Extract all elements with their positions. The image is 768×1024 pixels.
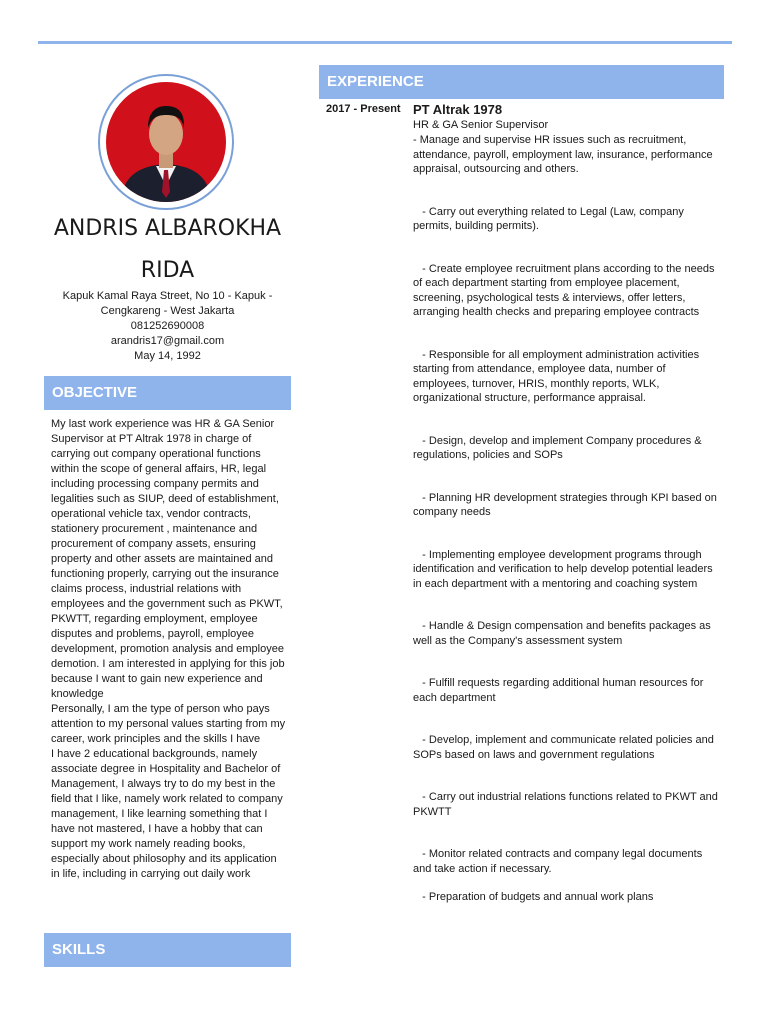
duty-item: - Responsible for all employment administration activities starting from attendance, employee data, number of employees, turnover, HRIS, monthly reports, WLK, organizational structure, performance appraisal. bbox=[413, 348, 703, 404]
top-divider bbox=[38, 41, 732, 44]
experience-heading: EXPERIENCE bbox=[319, 65, 724, 99]
candidate-name: ANDRIS ALBAROKHA RIDA bbox=[53, 216, 282, 283]
objective-heading: OBJECTIVE bbox=[44, 376, 291, 410]
duty-item: - Create employee recruitment plans according to the needs of each department starting from employee placement, screening, psychological tests & interviews, offer letters, arranging health checks and preparing employee contracts bbox=[413, 262, 718, 318]
objective-text bbox=[51, 417, 287, 882]
experience-date: 2017 - Present bbox=[326, 103, 401, 115]
duty-item: - Preparation of budgets and annual work plans bbox=[413, 891, 654, 903]
duty-item: - Monitor related contracts and company legal documents and take action if necessary. bbox=[413, 848, 706, 875]
skills-heading: SKILLS bbox=[44, 933, 291, 967]
phone-text: 081252690008 bbox=[130, 320, 205, 332]
job-title: HR & GA Senior Supervisor bbox=[413, 119, 549, 131]
address-text: Kapuk Kamal Raya Street, No 10 - Kapuk - Cengkareng - West Jakarta bbox=[62, 290, 273, 317]
duty-item: - Carry out everything related to Legal (Law, company permits, building permits). bbox=[413, 205, 687, 232]
experience-entry bbox=[413, 101, 721, 905]
duty-item: - Planning HR development strategies through KPI based on company needs bbox=[413, 491, 720, 518]
duty-item: - Fulfill requests regarding additional human resources for each department bbox=[413, 677, 707, 704]
duty-item: - Implementing employee development programs through identification and verification to help develop potential leaders in each department with a mentoring and coaching system bbox=[413, 548, 716, 590]
profile-photo-frame bbox=[98, 74, 234, 210]
duty-item: - Develop, implement and communicate related policies and SOPs based on laws and government regulations bbox=[413, 734, 717, 761]
birth-date-text: May 14, 1992 bbox=[134, 350, 201, 362]
profile-photo bbox=[106, 82, 226, 202]
duty-item: - Design, develop and implement Company procedures & regulations, policies and SOPs bbox=[413, 434, 705, 461]
duty-item: - Carry out industrial relations functions related to PKWT and PKWTT bbox=[413, 791, 721, 818]
company-name: PT Altrak 1978 bbox=[413, 102, 503, 117]
objective-paragraph: My last work experience was HR & GA Senior Supervisor at PT Altrak 1978 in charge of carrying out company operational functions within the scope of general affairs, HR, legal including processing company permits and legalities such as SIUP, deed of establishment, operational vehicle tax, vendor contracts, stationery procurement , maintenance and procurement of company assets, ensuring property and other assets are maintained and functioning properly, carrying out the insurance claims process, industrial relations with employees and the government such as PKWT, PKWTT, regarding employment, employee disputes and problems, payroll, employee development, promotion analysis and employee demotion. I am interested in applying for this job because I want to gain new experience and knowledge Personally, I am the type of person who pays attention to my personal values starting from my career, work principles and the skills I have I have 2 educational backgrounds, namely associate degree in Hospitality and Bachelor of Management, I always try to do my best in the field that I like, namely work related to company management, I like learning something that I have not mastered, I have a hobby that can support my work namely reading books, especially about philosophy and its application in life, including in carrying out daily work bbox=[51, 418, 286, 880]
duty-item: - Manage and supervise HR issues such as recruitment, attendance, payroll, employment law, insurance, performance appraisal, outsourcing and others. bbox=[413, 134, 716, 175]
duty-item: - Handle & Design compensation and benefits packages as well as the Company's assessment system bbox=[413, 620, 714, 647]
duties-list bbox=[413, 133, 721, 905]
person-silhouette-icon bbox=[106, 82, 226, 202]
email-text: arandris17@gmail.com bbox=[110, 335, 225, 347]
contact-info bbox=[52, 289, 283, 364]
